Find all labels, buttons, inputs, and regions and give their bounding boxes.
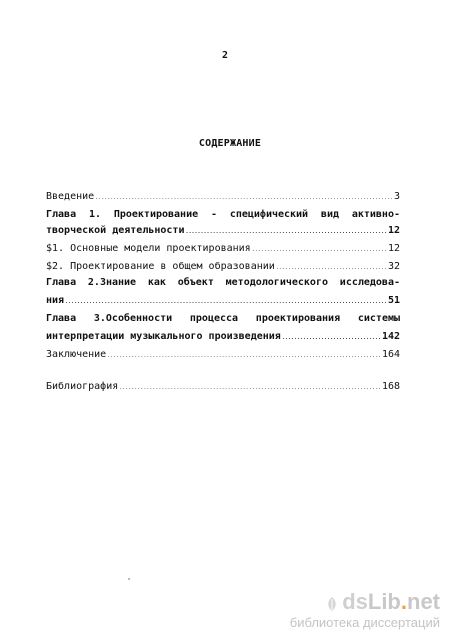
toc-entry-section-1 — [46, 242, 400, 255]
dot-leader — [276, 262, 387, 275]
toc-entry-text: ния — [46, 295, 65, 306]
watermark — [290, 591, 440, 630]
toc-entry-text: $2. Проектирование в общем образовании — [46, 261, 275, 272]
toc-entry-chapter-1 — [46, 208, 400, 221]
dot-leader — [119, 382, 381, 395]
toc-entry-page: 12 — [387, 243, 400, 254]
toc-title: СОДЕРЖАНИЕ — [198, 138, 262, 149]
toc-entry-page: 168 — [381, 381, 400, 392]
watermark-subtitle: библиотека диссертаций — [289, 615, 440, 630]
toc-entry-introduction — [46, 190, 400, 203]
toc-entry-section-2 — [46, 260, 400, 273]
toc-entry-page: 32 — [387, 261, 400, 272]
toc-entry-chapter-3 — [46, 312, 400, 325]
watermark-brand-lib: Lib — [367, 589, 401, 614]
dot-leader — [107, 350, 381, 363]
spacer — [46, 366, 400, 380]
watermark-brand-ds: ds — [342, 589, 368, 614]
toc-entry-chapter-3-cont — [46, 330, 400, 343]
toc-entry-page: 142 — [381, 331, 400, 342]
toc-entry-text: $1. Основные модели проектирования — [46, 243, 251, 254]
toc-entry-text: Глава 1. Проектирование - специфический вид активно- — [46, 209, 400, 220]
toc-entry-page: 3 — [393, 191, 400, 202]
toc-entry-page: 12 — [387, 225, 400, 236]
toc-entry-text: Глава 2.Знание как объект методологического исследова- — [46, 277, 400, 288]
page-number: 2 — [221, 50, 229, 61]
toc-entry-text: творческой деятельности — [46, 225, 185, 236]
toc-entry-page: 51 — [387, 295, 400, 306]
toc-entry-text: Введение — [46, 191, 95, 202]
dot-leader — [185, 226, 386, 239]
watermark-brand-dot: . — [400, 589, 407, 614]
toc-entry-text: Библиография — [46, 381, 119, 392]
toc-entry-text: Заключение — [46, 349, 107, 360]
toc-entry-chapter-1-cont — [46, 224, 400, 237]
watermark-brand-net: net — [407, 589, 440, 614]
dot-leader — [282, 332, 381, 345]
dot-leader — [65, 296, 387, 309]
scan-speck — [128, 578, 130, 580]
toc-entry-text: Глава 3.Особенности процесса проектирования системы — [46, 313, 400, 324]
toc-entry-text: интерпретации музыкального произведения — [46, 331, 281, 342]
table-of-contents — [46, 190, 400, 398]
toc-entry-chapter-2-cont — [46, 294, 400, 307]
toc-entry-page: 164 — [381, 349, 400, 360]
toc-entry-chapter-2 — [46, 276, 400, 289]
dot-leader — [95, 192, 393, 205]
dot-leader — [252, 244, 387, 257]
toc-entry-conclusion — [46, 348, 400, 361]
leaf-icon — [325, 594, 339, 610]
watermark-logo — [290, 591, 440, 613]
toc-entry-bibliography — [46, 380, 400, 393]
